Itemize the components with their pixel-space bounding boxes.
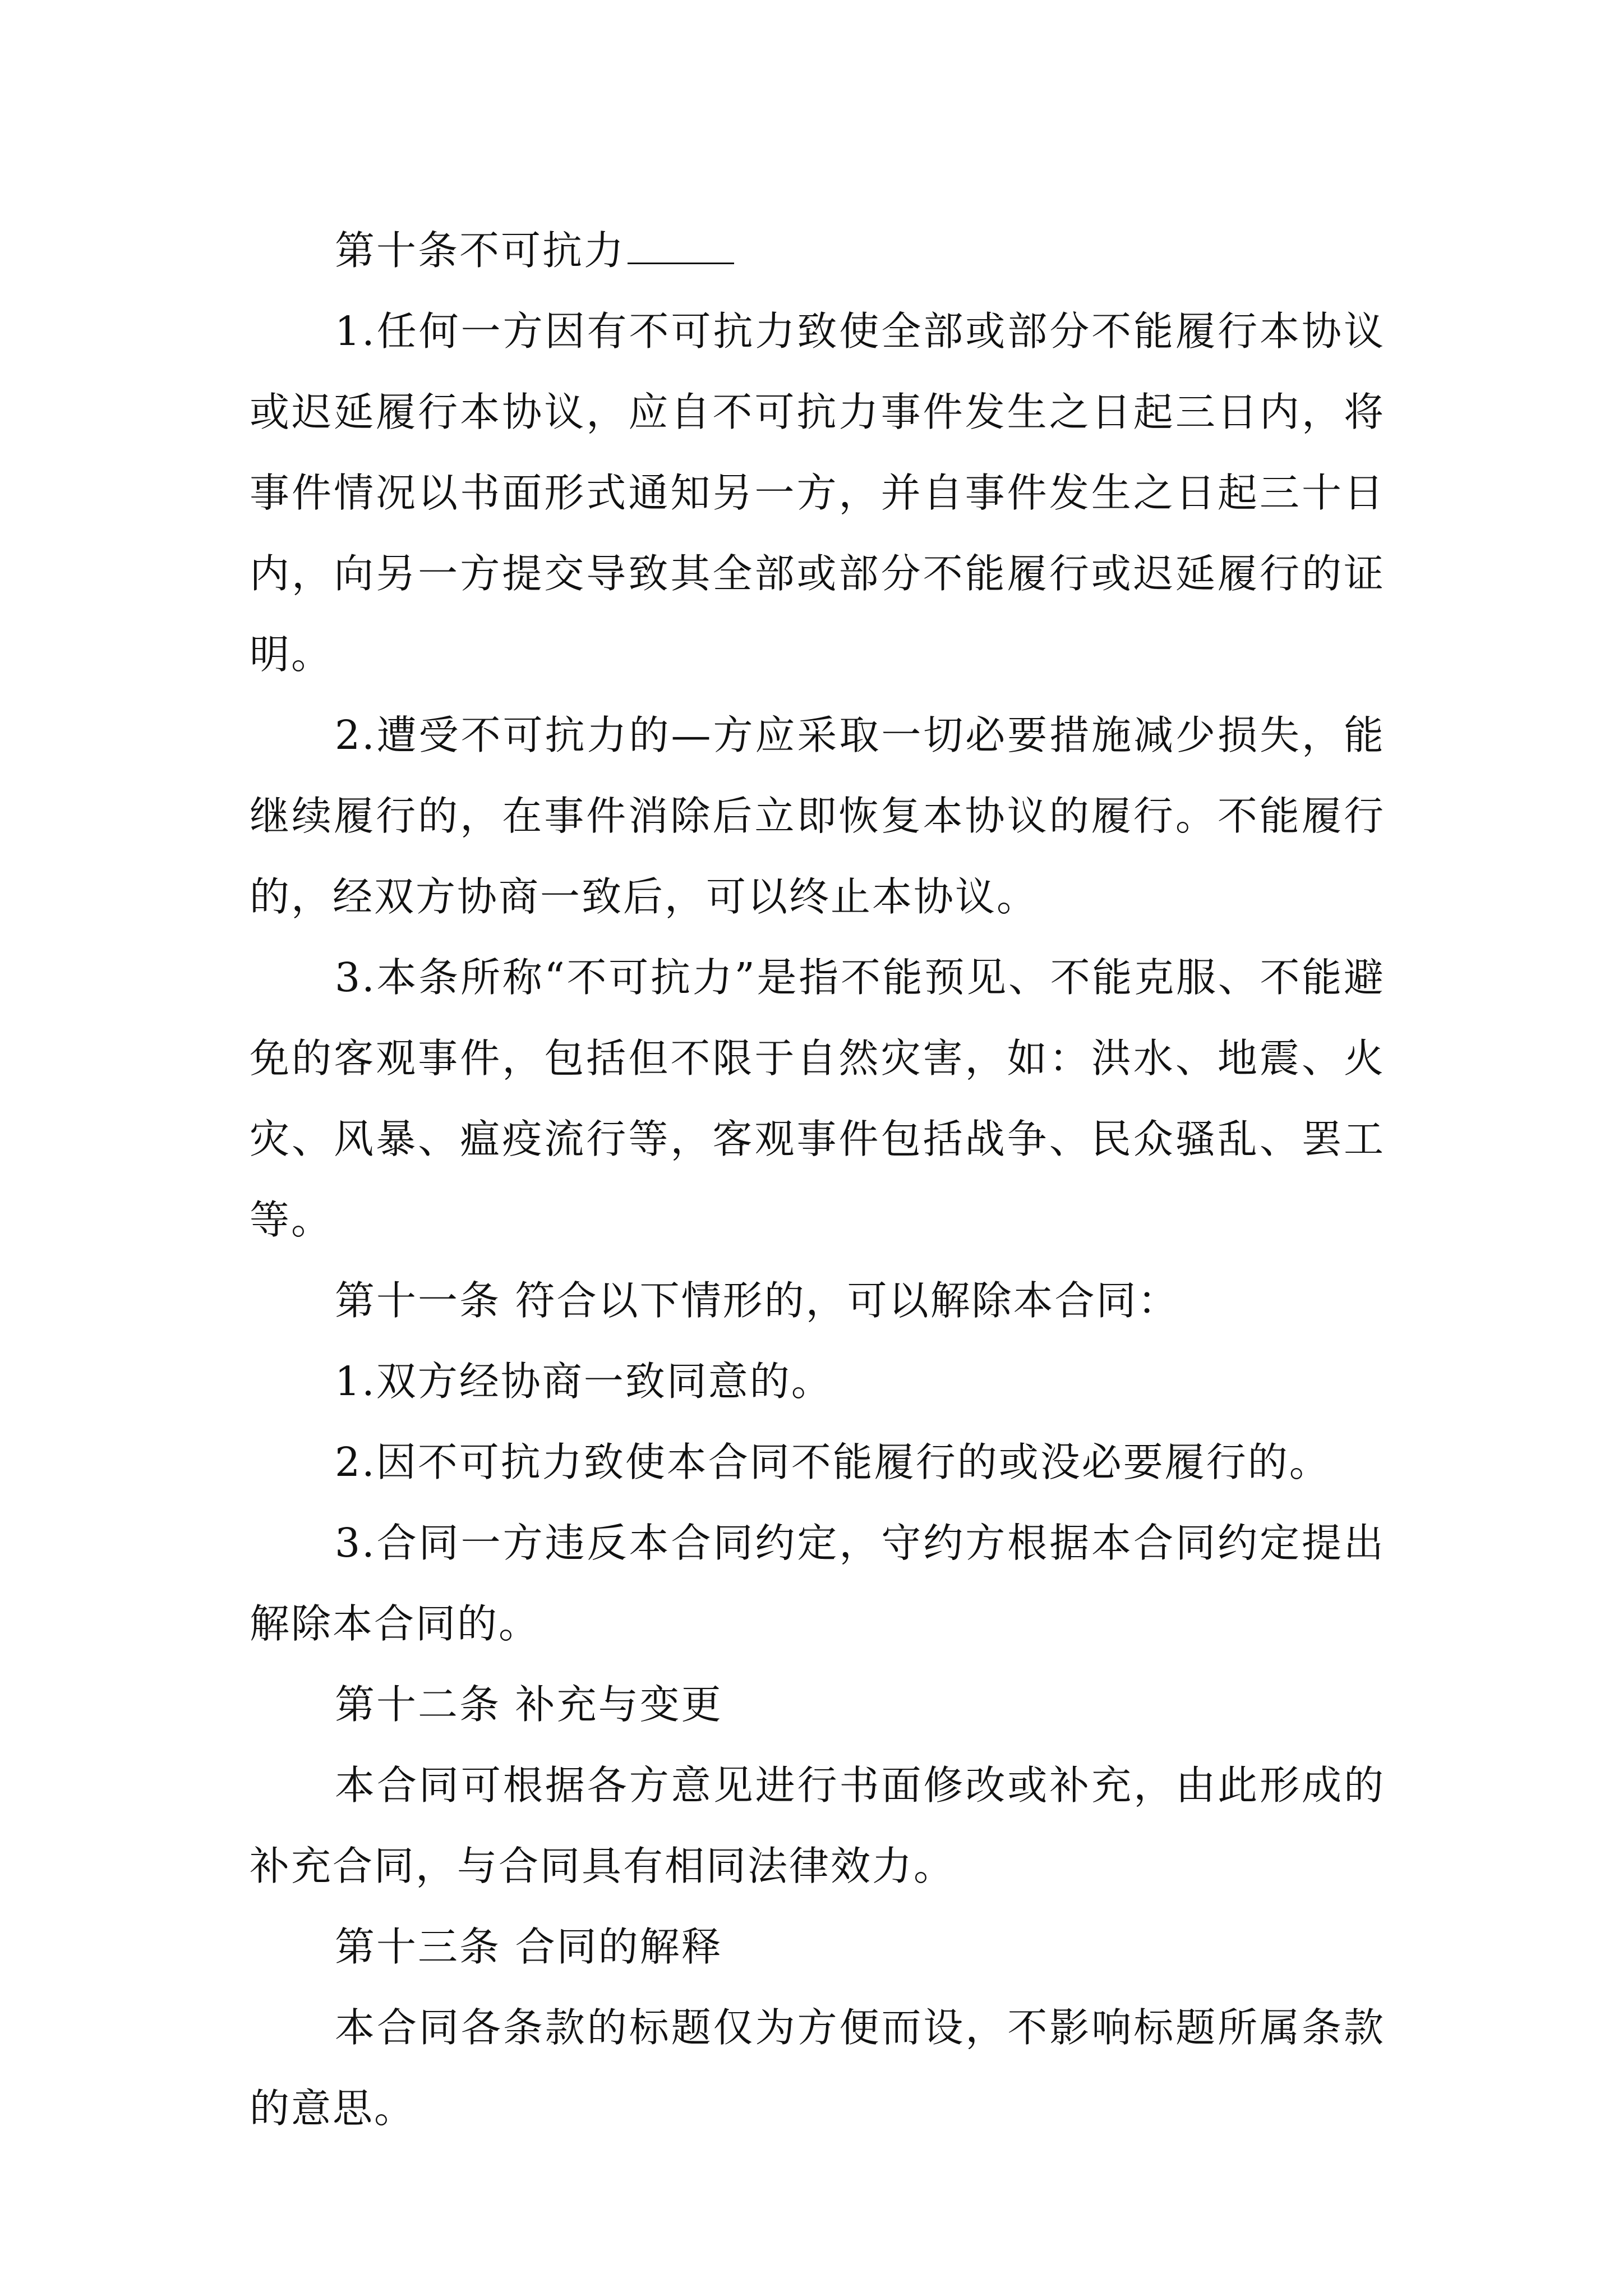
article-11-clause-2: 2.因不可抗力致使本合同不能履行的或没必要履行的。 [335,1439,1331,1485]
article-10-clause-1: 1.任何一方因有不可抗力致使全部或部分不能履行本协议或迟延履行本协议，应自不可抗力事件发生之日起三日内，将事件情况以书面形式通知另一方，并自事件发生之日起三十日内，向另一方提交导致其全部或部分不能履行或迟延履行的证明。 [250,308,1385,678]
article-10-clause-2: 2.遭受不可抗力的—方应采取一切必要措施减少损失，能继续履行的，在事件消除后立即恢复本协议的履行。不能履行的，经双方协商一致后，可以终止本协议。 [250,712,1385,920]
fill-in-blank-line [628,223,734,264]
article-10-heading [250,210,1385,291]
article-13-body: 本合同各条款的标题仅为方便而设，不影响标题所属条款的意思。 [250,2004,1385,2132]
article-11-clause-3: 3.合同一方违反本合同约定，守约方根据本合同约定提出解除本合同的。 [250,1520,1385,1647]
article-11-heading: 第十一条 符合以下情形的，可以解除本合同： [335,1277,1179,1324]
article-12-body: 本合同可根据各方意见进行书面修改或补充，由此形成的补充合同，与合同具有相同法律效力。 [250,1762,1385,1889]
article-13-heading: 第十三条 合同的解释 [335,1924,723,1970]
document-body [250,210,1385,2149]
article-12-heading: 第十二条 补充与变更 [335,1681,723,1728]
article-11-clause-1: 1.双方经协商一致同意的。 [335,1358,833,1405]
article-10-clause-3: 3.本条所称“不可抗力”是指不能预见、不能克服、不能避免的客观事件，包括但不限于自然灾害，如：洪水、地震、火灾、风暴、瘟疫流行等，客观事件包括战争、民众骚乱、罢工等。 [250,954,1385,1243]
article-10-title: 第十条不可抗力 [335,227,626,274]
